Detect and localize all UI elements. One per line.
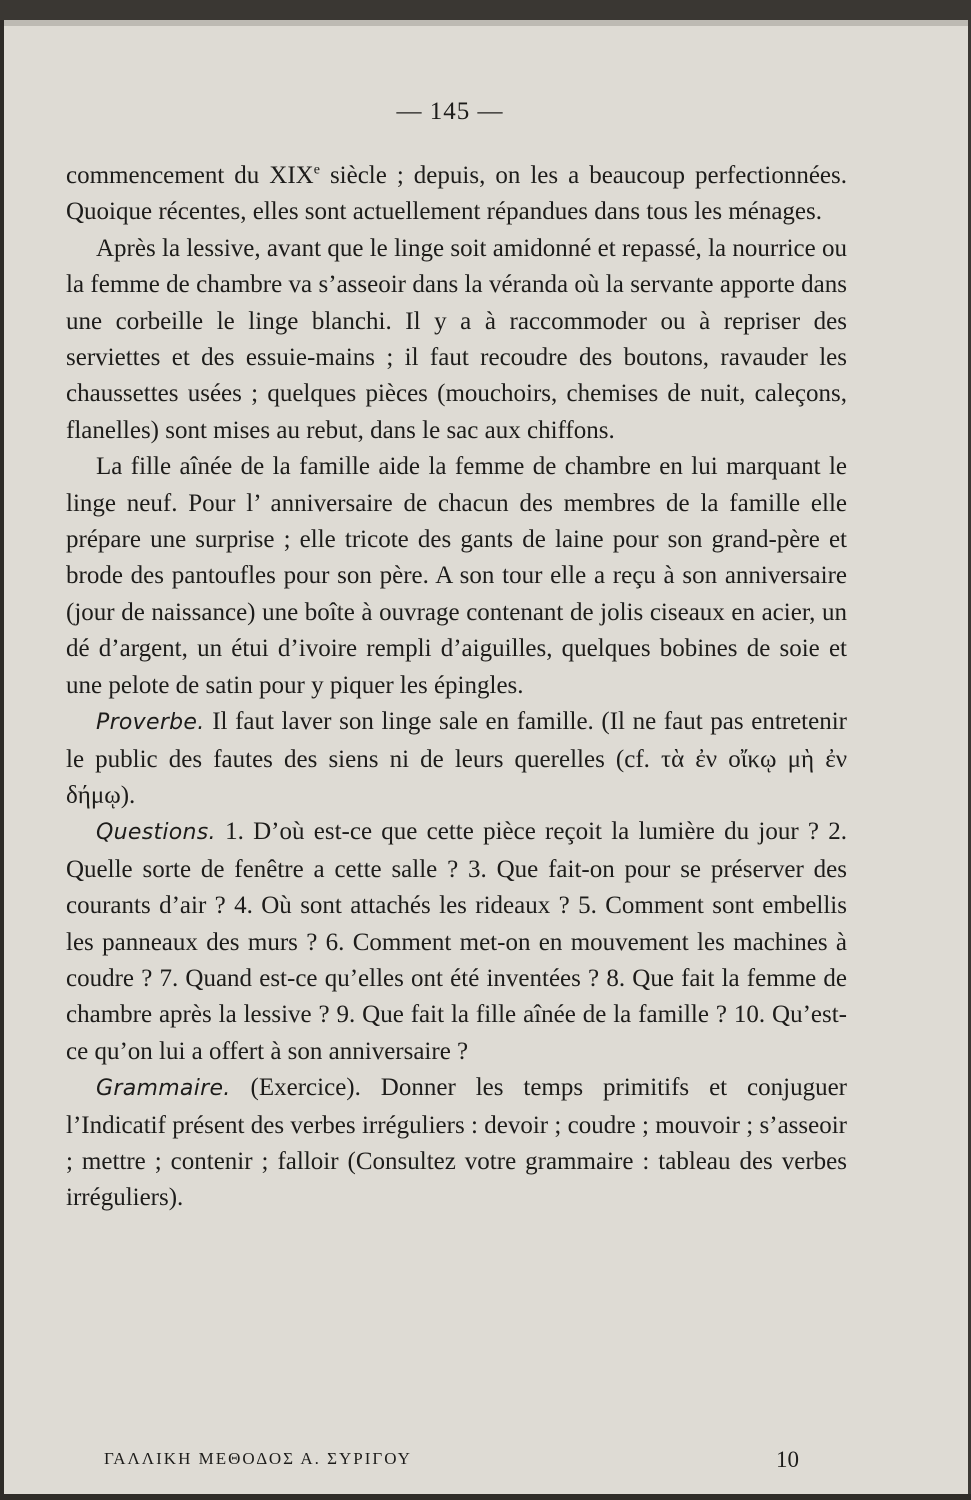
page-number: — 145 — — [396, 98, 504, 125]
questions-label: Questions. — [96, 820, 216, 846]
grammaire-text: (Exercice). Donner les temps primitifs et conjuguer l’Indicatif présent des verbes irréguliers : devoir ; coudre ; mouvoir ; s’asseoir ; mettre ; contenir ; falloir (Consultez votre grammaire : tableau des verbes irréguliers). — [66, 1074, 847, 1212]
questions-section — [66, 814, 847, 1070]
page-left-edge — [0, 20, 4, 1500]
paragraph-continuation — [66, 158, 847, 231]
proverbe-section — [66, 704, 847, 814]
paragraph-fille-ainee: La fille aînée de la famille aide la femme de chambre en lui marquant le linge neuf. Pour l’ anniversaire de chacun des membres de la famille elle prépare une surprise ; elle tricote des gants de laine pour son grand-père et brode des pantoufles pour son père. A son tour elle a reçu à son anniversaire (jour de naissance) une boîte à ouvrage contenant de jolis ciseaux en acier, un dé d’argent, un étui d’ivoire rempli d’aiguilles, quelques bobines de soie et une pelote de satin pour y piquer les épingles. — [66, 453, 847, 699]
main-text — [66, 158, 847, 1217]
questions-text: 1. D’où est-ce que cette pièce reçoit la lumière du jour ? 2. Quelle sorte de fenêtre a cette salle ? 3. Que fait-on pour se préserver des courants d’air ? 4. Où sont attachés les rideaux ? 5. Comment sont embellis les panneaux des murs ? 6. Comment met-on en mouvement les machines à coudre ? 7. Quand est-ce qu’elles ont été inventées ? 8. Que fait la femme de chambre après la lessive ? 9. Que fait la fille aînée de la famille ? 10. Qu’est-ce qu’on lui a offert à son anniversaire ? — [66, 818, 847, 1065]
century-superscript: e — [313, 162, 320, 178]
grammaire-label: Grammaire. — [96, 1076, 231, 1102]
page-top-shadow — [0, 20, 971, 26]
page-bottom-edge — [0, 1494, 971, 1500]
proverbe-label: Proverbe. — [96, 710, 205, 736]
grammaire-section — [66, 1070, 847, 1217]
paragraph-lessive: Après la lessive, avant que le linge soit amidonné et repassé, la nourrice ou la femme de chambre va s’asseoir dans la véranda où la servante apporte dans une corbeille le linge blanchi. Il y a à raccommoder ou à repriser des serviettes et des essuie-mains ; il faut recoudre des boutons, ravauder les chaussettes usées ; quelques pièces (mouchoirs, chemises de nuit, caleçons, flanelles) sont mises au rebut, dans le sac aux chiffons. — [66, 234, 847, 444]
page-top-edge — [0, 0, 971, 20]
paragraph-1-rest: siècle ; depuis, on les a beaucoup perfectionnées. Quoique récentes, elles sont actuellement répandues dans tous les ménages. — [66, 162, 847, 226]
paragraph-1-start: commencement du XIX — [66, 162, 314, 189]
footer-book-title: ΓΑΛΛΙΚΗ ΜΕΘΟΔΟΣ Α. ΣΥΡΙΓΟΥ — [104, 1449, 412, 1468]
footer-signature-mark: 10 — [776, 1447, 799, 1472]
proverbe-text: Il faut laver son linge sale en famille. (Il ne faut pas entretenir le public des fautes des siens ni de leurs querelles (cf. τὰ ἐν οἴκῳ μὴ ἐν δήμῳ). — [66, 708, 847, 809]
